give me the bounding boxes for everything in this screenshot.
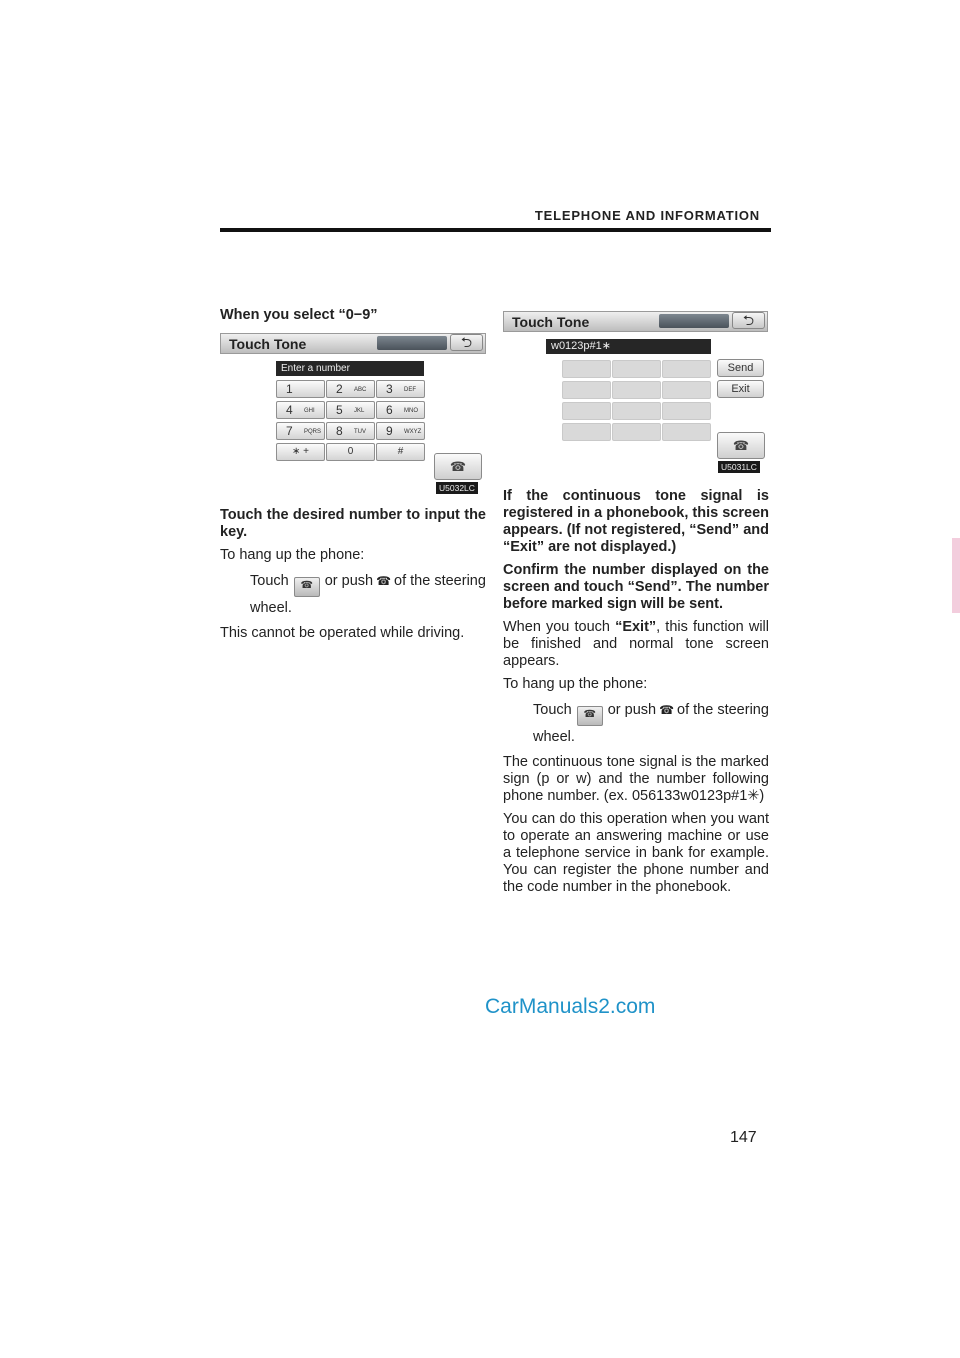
hang-up-instruction: Touch ☎ or push ☎ of the steering wheel. (250, 573, 486, 616)
right-column-body (503, 488, 769, 902)
disabled-key (562, 381, 611, 399)
number-entry-field[interactable]: Enter a number (276, 361, 424, 376)
touch-tone-keypad-screenshot (220, 333, 486, 495)
left-column-body (220, 507, 486, 648)
exit-note: When you touch “Exit”, this function will be finished and normal tone screen appears. (503, 619, 769, 669)
screen-title: Touch Tone (229, 336, 307, 352)
phone-icon: ☎ (732, 438, 750, 453)
hang-up-button-icon: ☎ (577, 706, 603, 726)
back-button[interactable]: ⮌ (450, 334, 483, 351)
status-indicator-icon (659, 314, 729, 328)
disabled-key (612, 360, 661, 378)
key-7[interactable]: 7 PQRS (276, 422, 325, 440)
section-side-tab (952, 538, 960, 613)
disabled-key (562, 402, 611, 420)
driving-note: This cannot be operated while driving. (220, 625, 465, 641)
back-button[interactable]: ⮌ (732, 312, 765, 329)
key-6[interactable]: 6 MNO (376, 401, 425, 419)
screen-title: Touch Tone (512, 314, 590, 330)
tone-signal-explanation: The continuous tone signal is the marked sign (p or w) and the number following phone number. (ex. 056133w0123p#1✳) (503, 754, 769, 804)
key-0[interactable]: 0 (326, 443, 375, 461)
status-indicator-icon (377, 336, 447, 350)
key-1[interactable]: 1 (276, 380, 325, 398)
instruction-text: Touch the desired number to input the key. (220, 507, 486, 540)
watermark: CarManuals2.com (485, 995, 656, 1018)
exit-button[interactable]: Exit (717, 380, 764, 398)
confirm-instruction: Confirm the number displayed on the screen and touch “Send”. The number before marked sign will be sent. (503, 562, 769, 612)
hang-up-intro: To hang up the phone: (220, 547, 365, 563)
section-heading: When you select “0−9” (220, 307, 378, 323)
disabled-key (612, 381, 661, 399)
disabled-key (662, 381, 711, 399)
hang-up-button-icon: ☎ (294, 577, 320, 597)
figure-code: U5032LC (436, 482, 478, 494)
disabled-key (662, 423, 711, 441)
key-5[interactable]: 5 JKL (326, 401, 375, 419)
key-2[interactable]: 2 ABC (326, 380, 375, 398)
key-3[interactable]: 3 DEF (376, 380, 425, 398)
header-rule (220, 228, 771, 232)
phone-icon: ☎ (449, 459, 467, 474)
key-4[interactable]: 4 GHI (276, 401, 325, 419)
hang-up-intro: To hang up the phone: (503, 676, 648, 692)
hang-up-button[interactable] (717, 432, 765, 459)
disabled-key (612, 402, 661, 420)
hang-up-button[interactable] (434, 453, 482, 480)
tone-number-field: w0123p#1∗ (546, 339, 711, 354)
left-column (220, 307, 486, 330)
steering-phone-icon: ☎ (659, 703, 675, 717)
steering-phone-icon: ☎ (376, 574, 392, 588)
disabled-key (562, 360, 611, 378)
key-9[interactable]: 9 WXYZ (376, 422, 425, 440)
send-button[interactable]: Send (717, 359, 764, 377)
page-number: 147 (730, 1129, 757, 1146)
registered-note: If the continuous tone signal is registered in a phonebook, this screen appears. (If not registered, “Send” and “Exit” are not displayed.) (503, 488, 769, 555)
key-star-plus[interactable]: ∗ + (276, 443, 325, 461)
figure-code: U5031LC (718, 461, 760, 473)
disabled-key (562, 423, 611, 441)
key-hash[interactable]: # (376, 443, 425, 461)
key-8[interactable]: 8 TUV (326, 422, 375, 440)
touch-tone-send-screenshot (503, 311, 768, 473)
hang-up-instruction: Touch ☎ or push ☎ of the steering wheel. (533, 702, 769, 745)
usage-note: You can do this operation when you want to operate an answering machine or use a telephone service in bank for example. You can register the phone number and the code number in the phonebook. (503, 811, 769, 895)
disabled-key (662, 402, 711, 420)
disabled-key (612, 423, 661, 441)
page-header-title: TELEPHONE AND INFORMATION (534, 208, 760, 223)
disabled-key (662, 360, 711, 378)
